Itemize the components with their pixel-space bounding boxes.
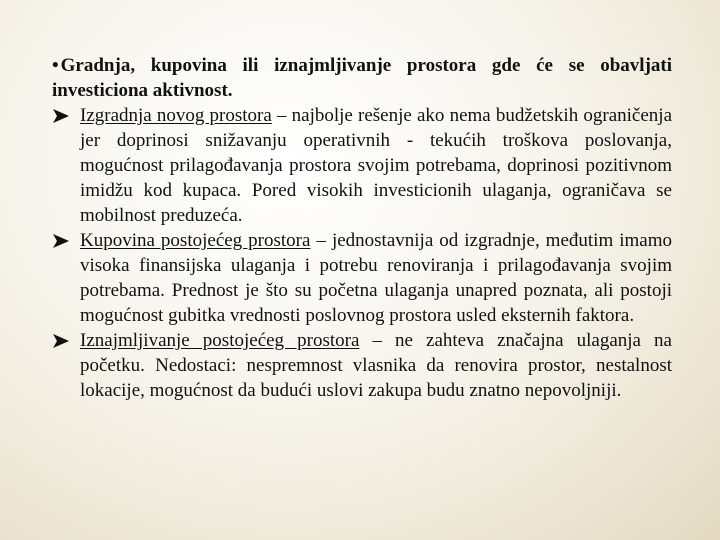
- item-text: – jednostavnija od izgradnje, međutim imamo visoka finansijska ulaganja i potrebu renoviranja i prilagođavanja svojim potrebama. Prednost je što su početna ulaganja unapred poznata, ali postoji mogućnost gubitka vrednosti poslovnog prostora usled eksternih faktora.: [80, 230, 673, 326]
- item-title: Iznajmljivanje postojećeg prostora: [80, 330, 360, 351]
- bullet-icon: •: [52, 55, 59, 76]
- slide-content: [52, 53, 672, 403]
- arrow-bullet-icon: [52, 333, 70, 349]
- heading-text: Gradnja, kupovina ili iznajmljivanje prostora gde će se obavljati investiciona aktivnost.: [52, 55, 672, 101]
- bullet-list: [52, 103, 672, 403]
- item-text: – najbolje rešenje ako nema budžetskih ograničenja jer doprinosi snižavanju operativnih - tekućih troškova poslovanja, mogućnost prilagođavanja prostora svojim potrebama, doprinosi pozitivnom imidžu kod kupaca. Pored visokih investicionih ulaganja, ograničava se mobilnost preduzeća.: [80, 105, 672, 226]
- arrow-bullet-icon: [52, 108, 70, 124]
- list-item: [52, 103, 672, 228]
- item-title: Izgradnja novog prostora: [80, 105, 272, 126]
- list-item: [52, 228, 672, 328]
- list-item: [52, 328, 672, 403]
- arrow-bullet-icon: [52, 233, 70, 249]
- item-text: – ne zahteva značajna ulaganja na početku. Nedostaci: nespremnost vlasnika da renovira prostor, nestalnost lokacije, mogućnost da budući uslovi zakupa budu znatno nepovoljniji.: [80, 330, 672, 401]
- item-title: Kupovina postojećeg prostora: [80, 230, 311, 251]
- slide-heading: [52, 53, 672, 103]
